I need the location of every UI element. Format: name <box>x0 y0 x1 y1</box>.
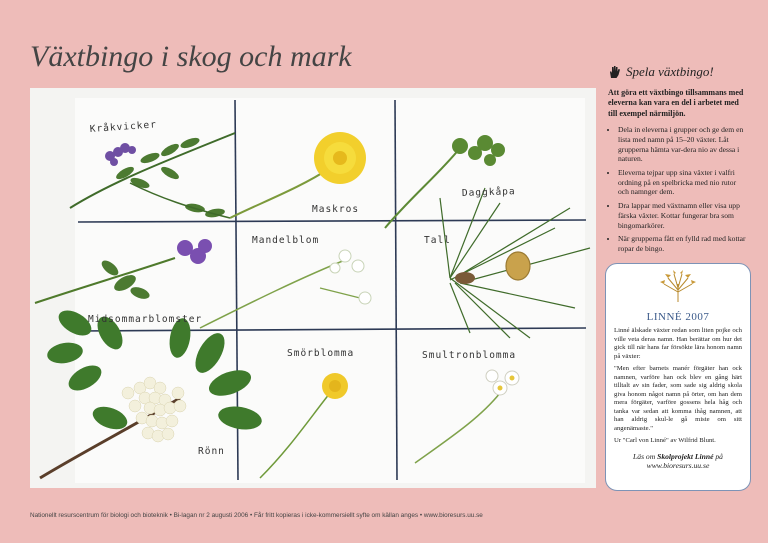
label-smultronblomma: Smultronblomma <box>422 350 517 361</box>
hand-icon <box>608 65 622 79</box>
linne-link-suffix: på <box>715 451 723 461</box>
linne-project-link[interactable]: Skolprojekt Linné <box>657 451 714 461</box>
instruction-item: • Dra lappar med växtnamn eller visa upp färska växter. Kottar fungerar bra som bingomarkörer. <box>618 201 748 230</box>
label-daggkapa: Daggkåpa <box>461 186 516 199</box>
label-tall: Tall <box>424 235 451 246</box>
sidebar-instructions <box>608 64 748 258</box>
label-mandelblom: Mandelblom <box>252 235 320 246</box>
page-footer: Nationellt resurscentrum för biologi och bioteknik • Bi-lagan nr 2 augusti 2006 • Får fritt kopieras i icke-kommersiellt syfte om källan anges • www.bioresurs.uu.se <box>30 512 483 519</box>
linne-para-1: Linné älskade växter redan som liten pojke och ville veta deras namn. Han berättar om hur det gick till när hans far försökte lära honom namn på växter: <box>614 327 742 360</box>
instruction-item: • När grupperna fått en fylld rad med kottar ropar de bingo. <box>618 234 748 253</box>
sidebar-heading-text: Spela växtbingo! <box>626 64 714 79</box>
linne-logo <box>614 270 742 309</box>
linne-brand: LINNÉ 2007 <box>646 311 710 323</box>
linne-link-line <box>614 452 742 470</box>
linne-para-2: "Men efter barnets manér förgäter han ock namnen, varföre han ock blev en gång härt tilltalt av sin fader, som sade sig aldrig skola giva honom något namn på örter, om han dem mera förgäter, varföre gossens hela håg och tanka var sedan att komma ihåg namnen, att han aldrig skul-le gå miste om sitt angenämaste." <box>614 365 742 432</box>
instruction-list <box>608 125 748 254</box>
label-ronn: Rönn <box>198 446 225 457</box>
bingo-board-photo <box>30 88 596 488</box>
label-midsommarblomster: Midsommarblomster <box>88 314 203 325</box>
linne-url[interactable]: www.bioresurs.uu.se <box>646 460 710 470</box>
linne-source: Ur "Carl von Linné" av Wilfrid Blunt. <box>614 437 716 444</box>
label-maskros: Maskros <box>312 204 360 215</box>
sidebar-heading <box>608 64 748 80</box>
instruction-item: • Eleverna tejpar upp sina växter i valfri ordning på en spelbricka med nio rutor och namnger dem. <box>618 168 748 197</box>
label-smorblomma: Smörblomma <box>287 348 355 359</box>
label-krakvicker: Kråkvicker <box>89 119 158 135</box>
page-title: Växtbingo i skog och mark <box>30 40 352 73</box>
linne-link-prefix: Läs om <box>633 451 656 461</box>
sidebar-intro: Att göra ett växtbingo tillsammans med eleverna kan vara en del i arbetet med till exempel närmiljön. <box>608 88 744 118</box>
instruction-item: • Dela in eleverna i grupper och ge dem en lista med namn på 15–20 växter. Låt grupperna hämta var-dera nio av dessa i naturen. <box>618 125 748 164</box>
linne-info-box <box>605 263 751 491</box>
linnaea-flower-icon <box>658 270 698 304</box>
